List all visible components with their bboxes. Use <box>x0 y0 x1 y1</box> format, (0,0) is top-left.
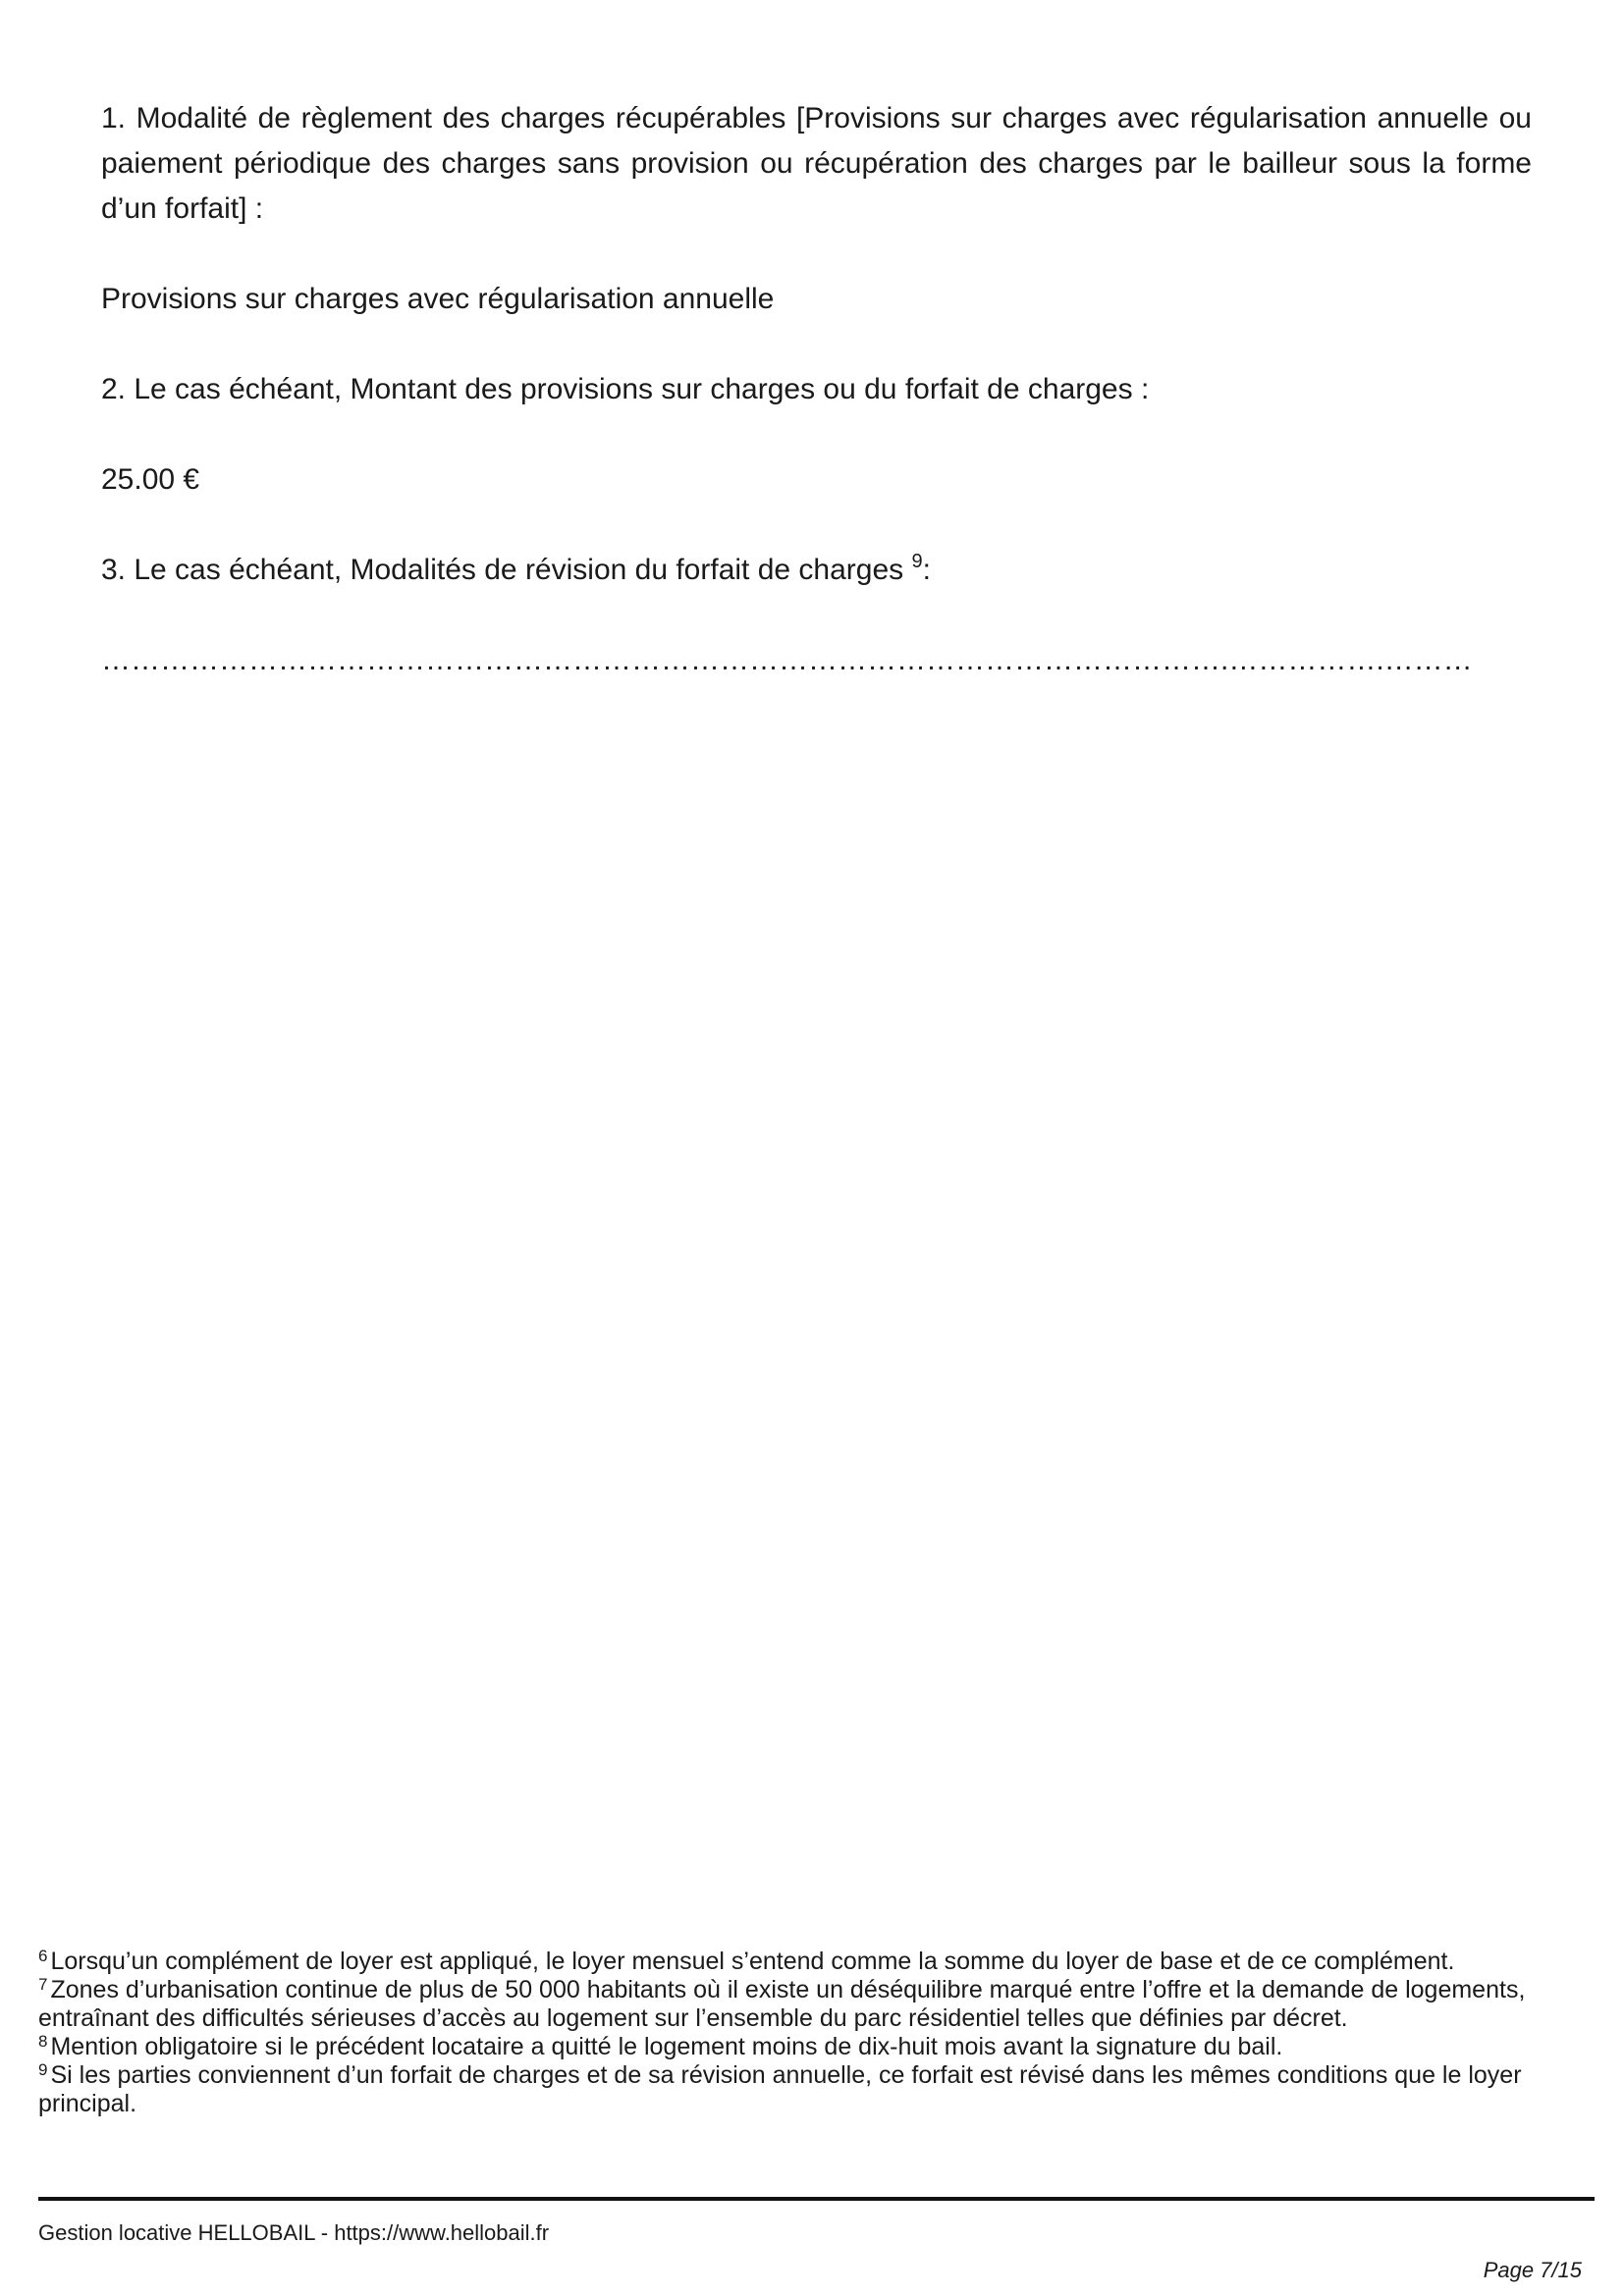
footer-divider <box>38 2197 1595 2201</box>
item2-answer: 25.00 € <box>101 463 200 496</box>
item3-question-text: 3. Le cas échéant, Modalités de révision du forfait de charges <box>101 554 912 586</box>
page-number: Page 7/15 <box>1483 2258 1582 2282</box>
footnote-number: 9 <box>38 2060 48 2079</box>
footnote-text: Mention obligatoire si le précédent locataire a quitté le logement moins de dix-huit mois avant la signature du bail. <box>50 2033 1283 2060</box>
footer-company: Gestion locative HELLOBAIL - https://www.hellobail.fr <box>38 2220 550 2245</box>
footnotes <box>38 1948 1580 2118</box>
footnote-number: 8 <box>38 2032 48 2051</box>
item3-question-suffix: : <box>922 554 931 586</box>
item2-question: 2. Le cas échéant, Montant des provisions sur charges ou du forfait de charges : <box>101 373 1150 405</box>
item3-question <box>101 548 1532 593</box>
footnote-9 <box>38 2061 1580 2118</box>
item1-question: 1. Modalité de règlement des charges récupérables [Provisions sur charges avec régularisation annuelle ou paiement périodique des charges sans provision ou récupération des charges par le bailleur sous la forme d’un forfait] : <box>101 102 1532 225</box>
footnote-text: Zones d’urbanisation continue de plus de 50 000 habitants où il existe un déséquilibre marqué entre l’offre et la demande de logements, entraînant des difficultés sérieuses d’accès au logement sur l’ensemble du parc résidentiel telles que définies par décret. <box>38 1976 1526 2032</box>
document-body <box>101 96 1532 728</box>
footnote-text: Lorsqu’un complément de loyer est appliqué, le loyer mensuel s’entend comme la somme du loyer de base et de ce complément. <box>50 1948 1455 1975</box>
footnote-text: Si les parties conviennent d’un forfait de charges et de sa révision annuelle, ce forfait est révisé dans les mêmes conditions que le loyer principal. <box>38 2061 1522 2117</box>
footnote-7 <box>38 1976 1580 2033</box>
footnote-number: 6 <box>38 1947 48 1965</box>
footnote-6 <box>38 1948 1580 1976</box>
footnote-8 <box>38 2033 1580 2061</box>
footnote-ref-9: 9 <box>911 551 923 572</box>
item3-answer-placeholder: …………………………………………………………………………………………………….…………….……… <box>101 644 1473 676</box>
item1-answer: Provisions sur charges avec régularisation annuelle <box>101 283 775 315</box>
footnote-number: 7 <box>38 1975 48 1994</box>
